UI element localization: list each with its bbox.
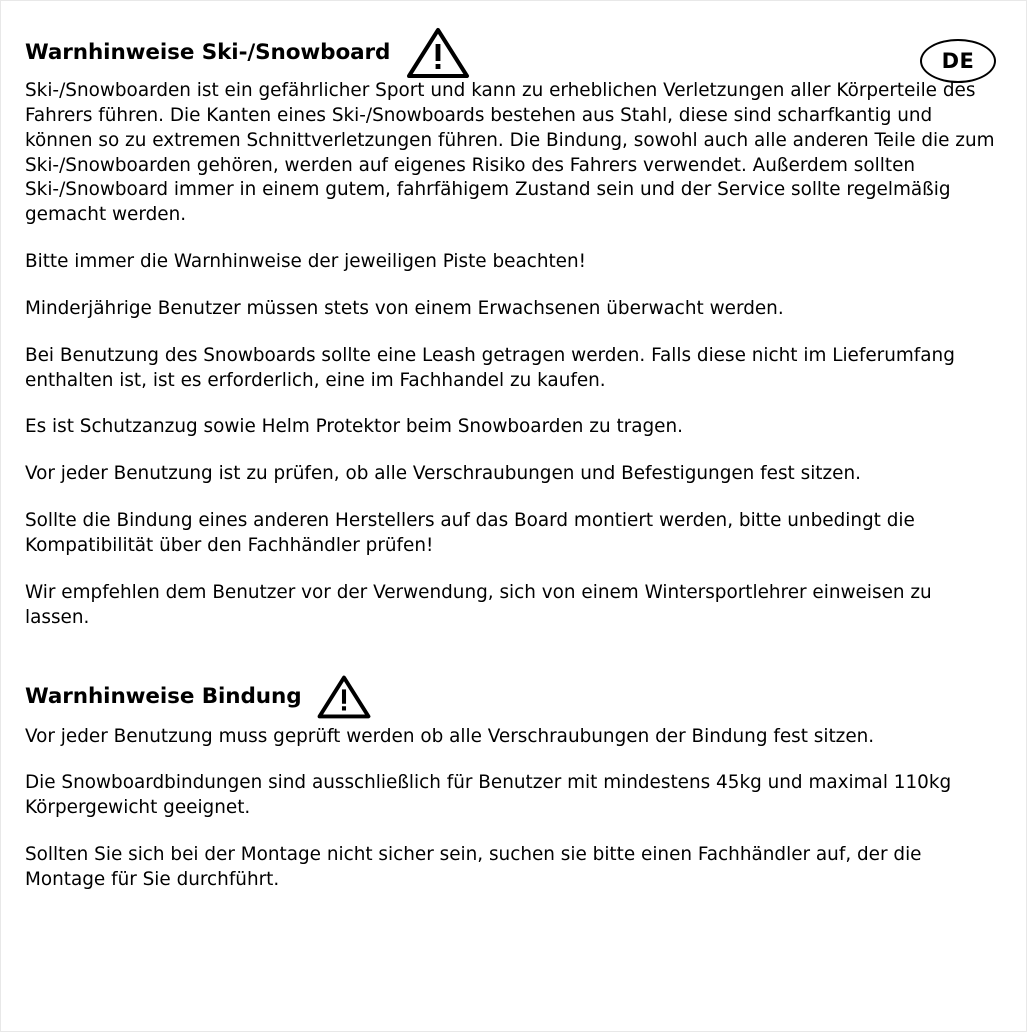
paragraph: Minderjährige Benutzer müssen stets von einem Erwachsenen überwacht werden. [25,297,784,319]
paragraph: Vor jeder Benutzung muss geprüft werden ob alle Verschraubungen der Bindung fest sitzen. [25,725,875,747]
paragraph: Es ist Schutzanzug sowie Helm Protektor beim Snowboarden zu tragen. [25,416,683,438]
paragraph: Sollte die Bindung eines anderen Herstellers auf das Board montiert werden, bitte unbedingt die Kompatibilität über den Fachhändler prüfen! [25,510,915,556]
section-title: Warnhinweise Ski-/Snowboard [25,40,391,66]
paragraph: Ski-/Snowboarden ist ein gefährlicher Sport und kann zu erheblichen Verletzungen aller Körperteile des Fahrers führen. Die Kanten eines Ski-/Snowboards bestehen aus Stahl, diese sind scharfkantig und können so zu extremen Schnittverletzungen führen. Die Bindung, sowohl auch alle anderen Teile die zum Ski-/Snowboarden gehören, werden auf eigenes Risiko des Fahrers verwendet. Außerdem sollten Ski-/Snowboard immer in einem gutem, fahrfähigem Zustand sein und der Service sollte regelmäßig gemacht werden. [25,80,995,226]
warning-triangle-icon [317,675,371,719]
section-header-ski-snowboard [25,27,1000,79]
paragraph: Sollten Sie sich bei der Montage nicht sicher sein, suchen sie bitte einen Fachhändler auf, der die Montage für Sie durchführt. [25,844,922,890]
section-title: Warnhinweise Bindung [25,683,302,709]
paragraph: Bitte immer die Warnhinweise der jeweiligen Piste beachten! [25,251,587,273]
language-badge: DE [920,39,996,83]
paragraph: Vor jeder Benutzung ist zu prüfen, ob alle Verschraubungen und Befestigungen fest sitzen. [25,463,861,485]
paragraph: Die Snowboardbindungen sind ausschließlich für Benutzer mit mindestens 45kg und maximal 110kg Körpergewicht geeignet. [25,772,952,819]
section-header-bindung [25,675,1000,719]
paragraph: Bei Benutzung des Snowboards sollte eine Leash getragen werden. Falls diese nicht im Lieferumfang enthalten ist, ist es erforderlich, eine im Fachhandel zu kaufen. [25,344,955,391]
warning-triangle-icon [406,27,470,79]
paragraph: Wir empfehlen dem Benutzer vor der Verwendung, sich von einem Wintersportlehrer einweisen zu lassen. [25,581,932,628]
